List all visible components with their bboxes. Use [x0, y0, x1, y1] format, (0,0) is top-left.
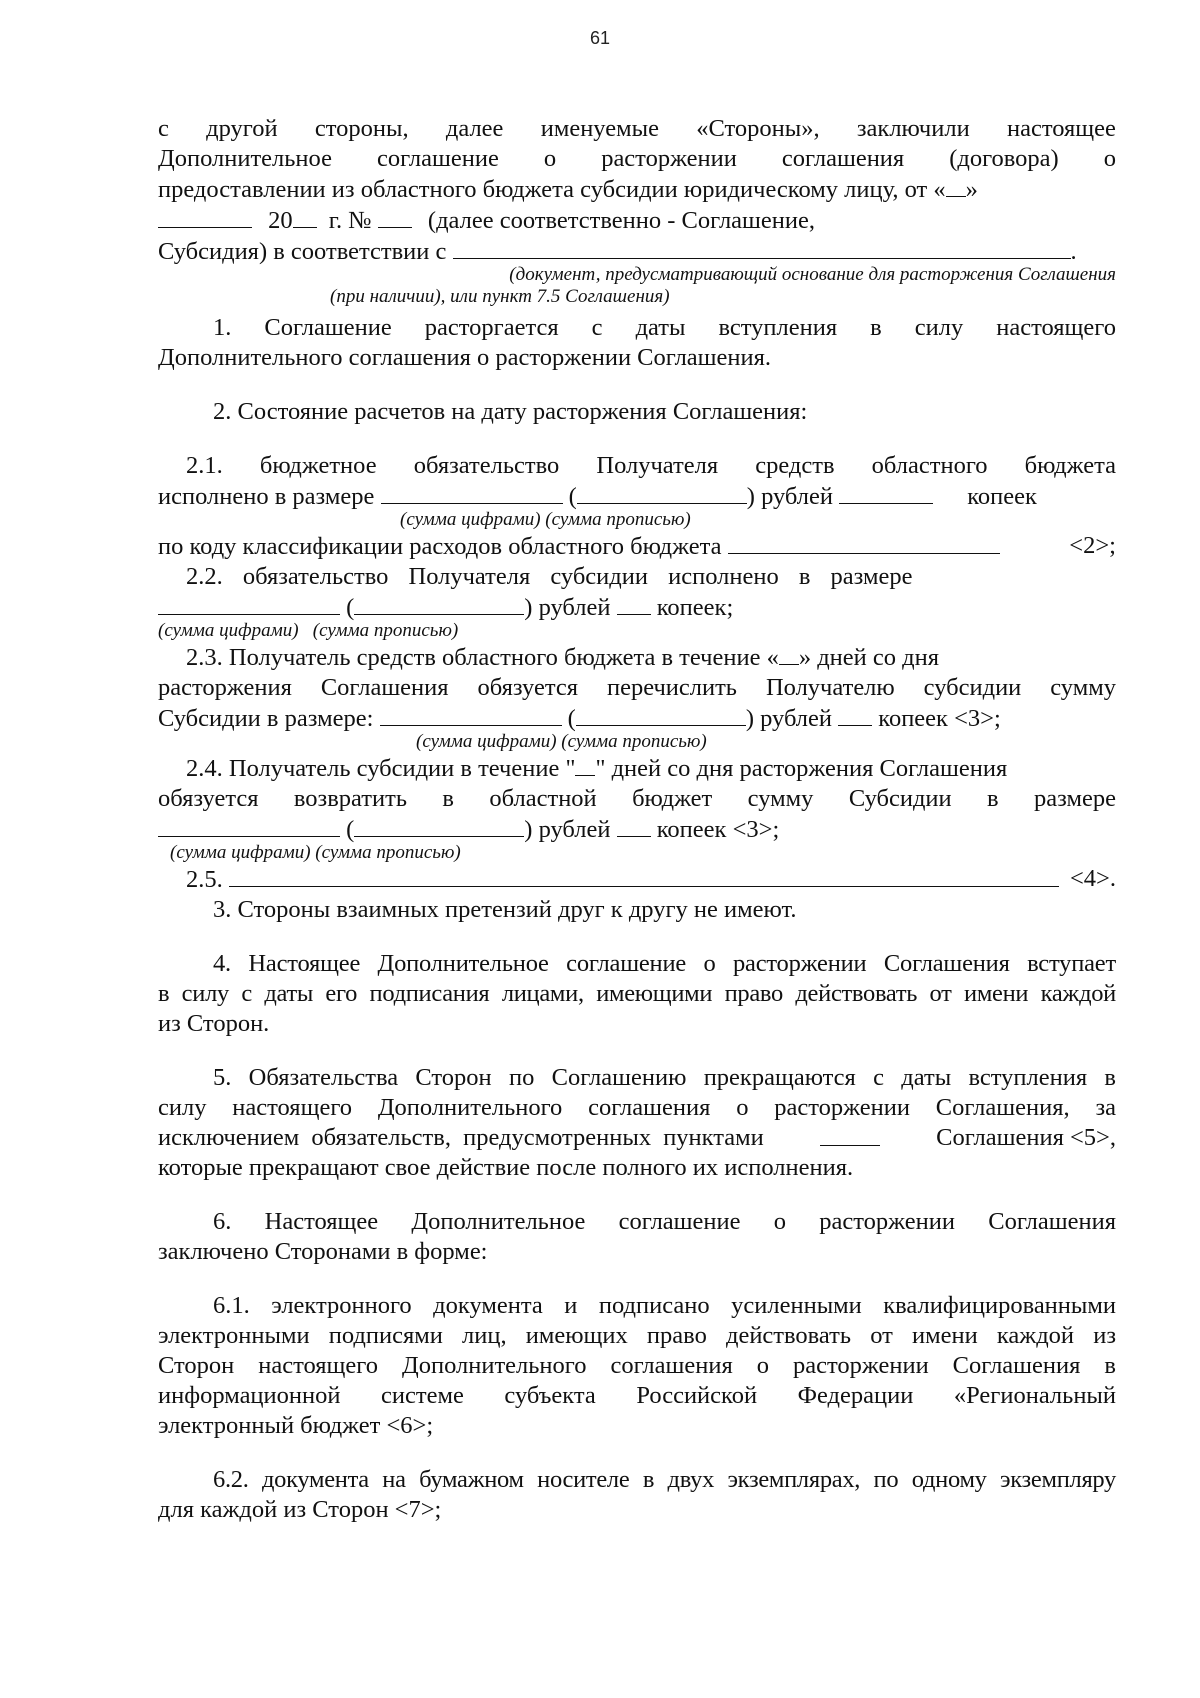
blank-sum-digits[interactable] — [158, 814, 340, 837]
blank-number[interactable] — [378, 205, 412, 228]
para-6-line-2: заключено Сторонами в форме: — [158, 1238, 488, 1265]
hint-basis-1: (документ, предусматривающий основание для расторжения Соглашения — [509, 264, 1116, 285]
word: с — [158, 115, 169, 142]
para-6-1-line-5: электронный бюджет <6>; — [158, 1412, 434, 1439]
blank-sum-words[interactable] — [577, 481, 747, 504]
hint-sum-2-1: (сумма цифрами) (сумма прописью) — [400, 509, 691, 530]
line-3: предоставлении из областного бюджета субсидии юридическому лицу, от « » — [158, 176, 978, 203]
word: о — [1103, 145, 1116, 172]
blank-sum-words[interactable] — [354, 814, 524, 837]
document-body — [158, 114, 1116, 1525]
para-2-5: 2.5. <4>. — [186, 865, 1116, 893]
para-2-1-line-2: исполнено в размере ( ) рублей копеек — [158, 483, 1037, 510]
blank-sum-digits[interactable] — [158, 592, 340, 615]
para-2-2-line-1: 2.2. обязательство Получателя субсидии исполнено в размере — [186, 563, 913, 590]
blank-kopecks[interactable] — [839, 481, 933, 504]
para-6-1-line-3: Сторон настоящего Дополнительного соглашения о расторжении Соглашения в — [158, 1352, 1116, 1379]
para-4-line-1: 4. Настоящее Дополнительное соглашение о расторжении Соглашения вступает — [213, 950, 1116, 977]
blank-year[interactable] — [293, 205, 317, 228]
blank-kopecks[interactable] — [617, 592, 651, 615]
para-2-4-line-1: 2.4. Получатель субсидии в течение " " дней со дня расторжения Соглашения — [186, 755, 1008, 782]
para-3: 3. Стороны взаимных претензий друг к другу не имеют. — [213, 896, 797, 923]
word: соглашения — [781, 145, 905, 172]
para-1-line-2: Дополнительного соглашения о расторжении Соглашения. — [158, 344, 772, 371]
blank-clauses[interactable] — [820, 1123, 880, 1146]
blank-sum-words[interactable] — [354, 592, 524, 615]
para-6-2-line-1: 6.2. документа на бумажном носителе в двух экземплярах, по одному экземпляру — [213, 1466, 1116, 1493]
para-5-line-1: 5. Обязательства Сторон по Соглашению прекращаются с даты вступления в — [213, 1064, 1116, 1091]
line-1 — [158, 114, 1116, 144]
blank-other-item[interactable] — [229, 864, 1059, 887]
hint-sum-2-3: (сумма цифрами) (сумма прописью) — [416, 731, 707, 752]
para-4-line-2: в силу с даты его подписания лицами, имеющими право действовать от имени каждой — [158, 980, 1116, 1007]
blank-day[interactable] — [946, 174, 966, 197]
para-2-3-line-2: расторжения Соглашения обязуется перечислить Получателю субсидии сумму — [158, 674, 1116, 701]
word: о — [543, 145, 557, 172]
word: далее — [445, 115, 504, 142]
para-6-1-line-1: 6.1. электронного документа и подписано усиленными квалифицированными — [213, 1292, 1116, 1319]
blank-sum-digits[interactable] — [380, 703, 562, 726]
word: стороны, — [314, 115, 409, 142]
blank-month[interactable] — [158, 205, 252, 228]
blank-kopecks[interactable] — [838, 703, 872, 726]
para-5-line-2: силу настоящего Дополнительного соглашения о расторжении Соглашения, за — [158, 1094, 1116, 1121]
blank-days[interactable] — [575, 753, 595, 776]
page-number: 61 — [589, 28, 611, 48]
para-2-1-line-3: по коду классификации расходов областного бюджета <2>; — [158, 532, 1116, 560]
blank-sum-words[interactable] — [576, 703, 746, 726]
line-2 — [158, 144, 1116, 174]
blank-basis-document[interactable] — [453, 236, 1071, 259]
line-5: Субсидия) в соответствии с . — [158, 238, 1077, 265]
para-6-1-line-4: информационной системе субъекта Российской Федерации «Региональный — [158, 1382, 1116, 1409]
word: именуемые — [540, 115, 659, 142]
blank-classification-code[interactable] — [728, 531, 1000, 554]
para-2-4-line-2: обязуется возвратить в областной бюджет сумму Субсидии в размере — [158, 785, 1116, 812]
word: другой — [206, 115, 278, 142]
word: (договора) — [949, 145, 1059, 172]
word: Дополнительное — [158, 145, 332, 172]
hint-sum-2-4: (сумма цифрами) (сумма прописью) — [170, 842, 461, 863]
para-2-3-line-3: Субсидии в размере: ( ) рублей копеек <3>; — [158, 705, 1001, 732]
word: заключили — [856, 115, 970, 142]
blank-days[interactable] — [779, 642, 799, 665]
para-5-line-4: которые прекращают свое действие после полного их исполнения. — [158, 1154, 854, 1181]
para-2: 2. Состояние расчетов на дату расторжения Соглашения: — [213, 398, 808, 425]
line-4: 20 г. № (далее соответственно - Соглашение, — [158, 205, 1116, 236]
para-5-line-3: исключением обязательств, предусмотренных пунктами Соглашения <5>, — [158, 1124, 1116, 1151]
blank-sum-digits[interactable] — [381, 481, 563, 504]
para-2-4-line-3: ( ) рублей копеек <3>; — [158, 814, 1116, 845]
para-1-line-1: 1. Соглашение расторгается с даты вступления в силу настоящего — [213, 314, 1116, 341]
hint-sum-2-2: (сумма цифрами) (сумма прописью) — [158, 620, 459, 641]
word: соглашение — [377, 145, 499, 172]
hint-basis-2: (при наличии), или пункт 7.5 Соглашения) — [330, 286, 670, 307]
para-6-2-line-2: для каждой из Сторон <7>; — [158, 1496, 442, 1523]
blank-kopecks[interactable] — [617, 814, 651, 837]
para-2-2-line-2: ( ) рублей копеек; — [158, 592, 1116, 623]
para-6-1-line-2: электронными подписями лиц, имеющих право действовать от имени каждой из — [158, 1322, 1116, 1349]
para-2-1-line-1: 2.1. бюджетное обязательство Получателя средств областного бюджета — [186, 452, 1116, 479]
word: расторжении — [601, 145, 737, 172]
para-6-line-1: 6. Настоящее Дополнительное соглашение о расторжении Соглашения — [213, 1208, 1116, 1235]
para-4-line-3: из Сторон. — [158, 1010, 270, 1037]
para-2-3-line-1: 2.3. Получатель средств областного бюджета в течение « » дней со дня — [186, 644, 939, 671]
word: «Стороны», — [696, 115, 820, 142]
word: настоящее — [1006, 115, 1116, 142]
